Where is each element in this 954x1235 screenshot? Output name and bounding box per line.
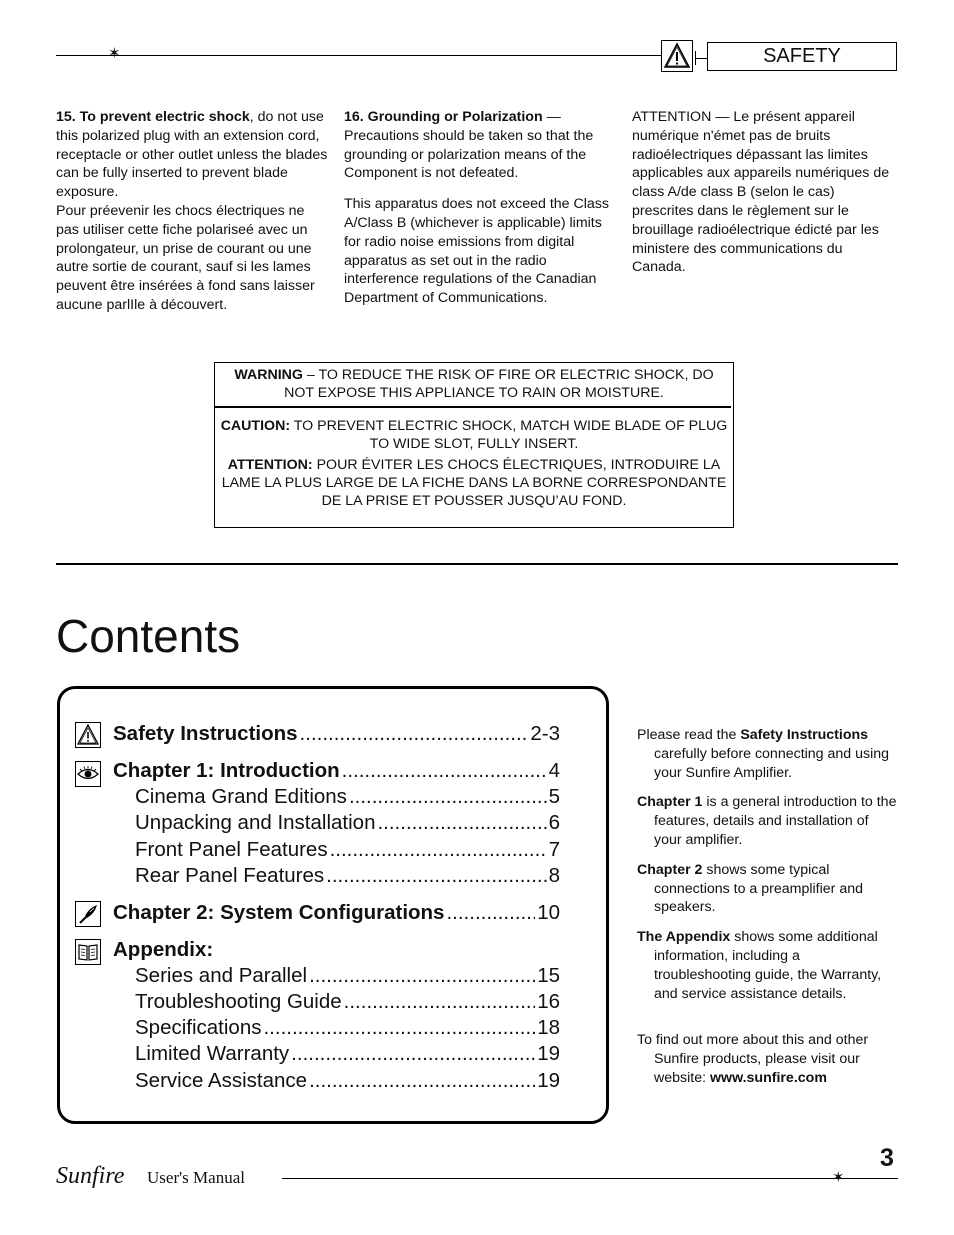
- note-text: shows some typical connections to a preamplifier and speakers.: [654, 861, 863, 916]
- page-number: 3: [880, 1144, 894, 1172]
- toc-page: 18: [537, 1016, 560, 1039]
- toc-leader: [309, 1069, 535, 1093]
- toc-leader: [344, 990, 536, 1014]
- header-star: ✶: [108, 45, 121, 62]
- toc-leader: [342, 759, 547, 783]
- toc-item[interactable]: [135, 964, 560, 988]
- manual-label: User's Manual: [147, 1168, 245, 1187]
- page-title: Contents: [56, 610, 241, 662]
- class-limits-text: This apparatus does not exceed the Class A/Class B (whichever is applicable) limits for radio noise emissions from digital apparatus as set out in the radio interference regulations of the Canadian Department of Communications.: [344, 196, 609, 307]
- toc-page: 16: [537, 990, 560, 1013]
- item-16-title: 16. Grounding or Polarization: [344, 109, 543, 125]
- warning-text: [215, 363, 733, 406]
- toc-item[interactable]: [135, 811, 560, 835]
- toc-safety-instructions[interactable]: [113, 722, 560, 746]
- note-text: Please read the: [637, 727, 741, 743]
- note-bold: Chapter 2: [637, 861, 703, 878]
- brand-logo: Sunfire: [56, 1163, 125, 1189]
- note-appendix: [637, 928, 899, 1003]
- toc-label: Troubleshooting Guide: [135, 990, 342, 1013]
- note-text: is a general introduction to the features, details and installation of your amplifier.: [654, 794, 897, 848]
- toc-page: 15: [537, 964, 560, 987]
- toc-page: 4: [548, 759, 560, 782]
- item-15-french: Pour préevenir les chocs électriques ne pas utiliser cette fiche polariseé avec un prolongateur, un prise de courant ou une autre sortie de courant, sauf si les lames peuvent être insérées à fond sans laisser aucune parlIle à découvert.: [56, 202, 315, 313]
- toc-label: Unpacking and Installation: [135, 811, 376, 834]
- toc-page: 6: [548, 811, 560, 834]
- toc-item[interactable]: [135, 990, 560, 1014]
- toc-label: Limited Warranty: [135, 1042, 290, 1065]
- safety-column-attention: [632, 108, 900, 277]
- attention-body: POUR ÉVITER LES CHOCS ÉLECTRIQUES, INTRODUIRE LA LAME LA PLUS LARGE DE LA FICHE DANS LA BORNE CORRESPONDANTE DE LA PRISE ET POUSSER JUSQU’AU FOND.: [221, 457, 727, 509]
- warning-body: – TO REDUCE THE RISK OF FIRE OR ELECTRIC SHOCK, DO NOT EXPOSE THIS APPLIANCE TO RAIN OR MOISTURE.: [284, 367, 714, 401]
- toc-page: 19: [537, 1042, 560, 1065]
- attention-french-text: ATTENTION — Le présent appareil numérique n'émet pas de bruits radioélectriques dépassant las limites applicables aux appareils numériques de class A/de class B (selon le cas) prescrites dans le règlement sur le brouillage radioélectrique édicté par les ministere des communications du Canada.: [632, 109, 890, 276]
- note-website: [637, 1031, 899, 1087]
- toc-leader: [263, 1016, 535, 1040]
- attention-text: [219, 456, 729, 510]
- item-15-body: , do not use this polarized plug with an extension cord, receptacle or other outlet unless the blades can be fully inserted to prevent blade exposure.: [56, 109, 328, 201]
- section-rule: [56, 563, 898, 565]
- header-rule: [56, 55, 661, 56]
- toc-label: Front Panel Features: [135, 838, 328, 861]
- toc-item[interactable]: [135, 785, 560, 809]
- toc-leader: [377, 811, 546, 835]
- toc-page: 7: [548, 838, 560, 861]
- book-icon: [75, 939, 101, 965]
- toc-chapter-1[interactable]: [113, 759, 560, 783]
- item-16-body: — Precautions should be taken so that the grounding or polarization means of the Component is not defeated.: [344, 109, 594, 182]
- toc-leader: [291, 1042, 535, 1066]
- website-link[interactable]: www.sunfire.com: [710, 1069, 827, 1086]
- toc-chapter-2[interactable]: [113, 901, 560, 925]
- toc-leader: [330, 838, 547, 862]
- toc-item[interactable]: [135, 1016, 560, 1040]
- section-label: SAFETY: [707, 42, 897, 71]
- warning-label: WARNING: [234, 367, 303, 383]
- toc-leader: [446, 901, 535, 925]
- note-chapter-2: [637, 861, 899, 917]
- toc-leader: [309, 964, 535, 988]
- contents-notes: [637, 726, 899, 1099]
- attention-label: ATTENTION:: [227, 457, 313, 473]
- toc-label: Chapter 1: Introduction: [113, 759, 340, 782]
- toc-appendix[interactable]: [113, 938, 560, 962]
- item-15-text: [56, 108, 328, 202]
- note-chapter-1: [637, 793, 899, 849]
- note-text: carefully before connecting and using your Sunfire Amplifier.: [654, 745, 890, 781]
- note-safety: [637, 726, 899, 782]
- toc-label: Rear Panel Features: [135, 864, 325, 887]
- caution-label: CAUTION:: [220, 418, 291, 434]
- note-bold: Chapter 1: [637, 794, 703, 811]
- note-text: shows some additional information, including a troubleshooting guide, the Warranty, and service assistance details.: [654, 929, 882, 1002]
- toc-item[interactable]: [135, 1069, 560, 1093]
- safety-column-16: [344, 108, 612, 308]
- caution-body: TO PREVENT ELECTRIC SHOCK, MATCH WIDE BLADE OF PLUG TO WIDE SLOT, FULLY INSERT.: [290, 418, 728, 452]
- toc-page: 19: [537, 1069, 560, 1092]
- footer-rule: [282, 1178, 898, 1179]
- note-bold: The Appendix: [637, 929, 731, 946]
- note-text: To find out more about this and other Sunfire products, please visit our website:: [637, 1032, 869, 1086]
- toc-item[interactable]: [135, 838, 560, 862]
- toc-label: Series and Parallel: [135, 964, 308, 987]
- toc-leader: [326, 864, 546, 888]
- toc-item[interactable]: [135, 1042, 560, 1066]
- toc-label: Cinema Grand Editions: [135, 785, 347, 808]
- warning-triangle-icon: [661, 40, 693, 72]
- toc-page: 5: [548, 785, 560, 808]
- toc-label: Specifications: [135, 1016, 262, 1039]
- item-15-title: 15. To prevent electric shock: [56, 109, 250, 125]
- caution-section: [215, 408, 733, 510]
- toc-label: Safety Instructions: [113, 722, 298, 745]
- safety-column-15: [56, 108, 328, 315]
- caution-text: [219, 417, 729, 453]
- toc-label: Appendix:: [113, 938, 214, 961]
- item-16-text: [344, 108, 612, 183]
- toc-item[interactable]: [135, 864, 560, 888]
- plug-icon: [75, 901, 101, 927]
- toc-page: 8: [548, 864, 560, 887]
- header-connector: [695, 58, 707, 59]
- toc-label: Chapter 2: System Configurations: [113, 901, 445, 924]
- eye-icon: [75, 761, 101, 787]
- warning-box: [214, 362, 734, 528]
- footer-star: ✶: [832, 1169, 845, 1186]
- note-bold: Safety Instructions: [740, 727, 869, 743]
- toc-leader: [300, 722, 529, 746]
- warning-triangle-icon: [75, 722, 101, 748]
- toc-page: 2-3: [530, 722, 560, 745]
- toc-label: Service Assistance: [135, 1069, 308, 1092]
- toc-leader: [349, 785, 547, 809]
- toc-page: 10: [537, 901, 560, 924]
